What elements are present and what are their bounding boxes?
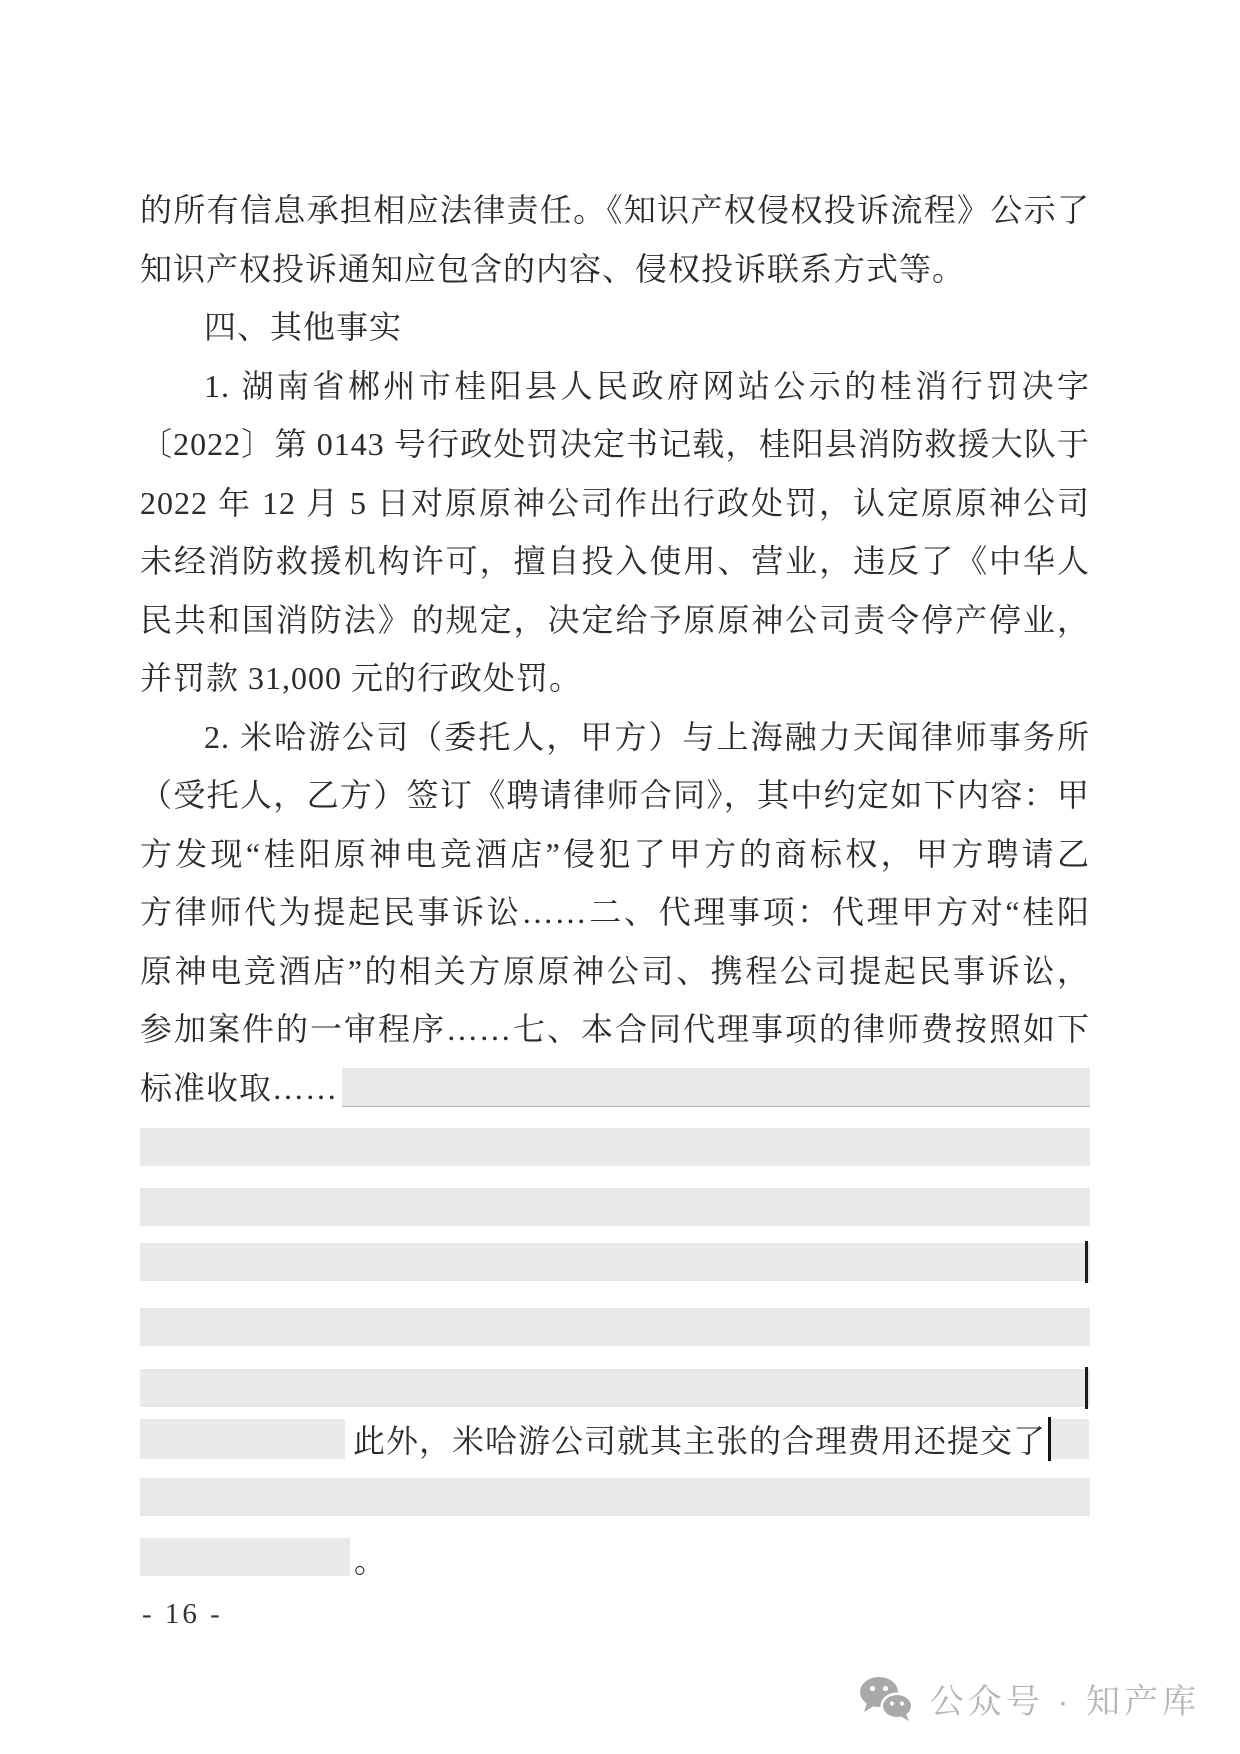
body-line: 2022 年 12 月 5 日对原原神公司作出行政处罚，认定原原神公司	[140, 484, 1090, 521]
closing-line	[140, 1536, 387, 1579]
body-line: 方发现“桂阳原神电竞酒店”侵犯了甲方的商标权，甲方聘请乙	[140, 835, 1090, 872]
watermark-text: 公众号 · 知产库	[929, 1683, 1200, 1721]
redaction-edge-mark	[1085, 1367, 1088, 1409]
section-heading: 四、其他事实	[204, 309, 403, 345]
page-number: - 16 -	[142, 1598, 223, 1630]
supplement-line	[140, 1416, 1130, 1462]
body-line: 民共和国消防法》的规定，决定给予原原神公司责令停产停业，	[140, 601, 1090, 638]
body-line: 并罚款 31,000 元的行政处罚。	[140, 660, 583, 696]
redaction-block	[140, 1419, 345, 1459]
closing-punctuation: 。	[354, 1543, 387, 1579]
body-line: 方律师代为提起民事诉讼……二、代理事项：代理甲方对“桂阳	[140, 894, 1090, 930]
body-line: 未经消防救援机构许可，擅自投入使用、营业，违反了《中华人	[140, 543, 1090, 579]
redaction-edge-mark	[1085, 1241, 1088, 1283]
redaction-block	[140, 1538, 350, 1576]
redaction-bar	[140, 1308, 1090, 1346]
redaction-bar	[140, 1128, 1090, 1166]
body-line: 参加案件的一审程序……七、本合同代理事项的律师费按照如下	[140, 1011, 1090, 1047]
body-line: 知识产权投诉通知应包含的内容、侵权投诉联系方式等。	[140, 250, 966, 287]
body-line: 的所有信息承担相应法律责任。《知识产权侵权投诉流程》公示了	[140, 192, 1090, 228]
redaction-bar	[140, 1369, 1090, 1407]
redacted-line-prefix: 标准收取……	[140, 1069, 339, 1106]
body-text	[140, 181, 1090, 1117]
redaction-block	[342, 1068, 1090, 1107]
body-line-redacted-tail	[140, 1059, 1090, 1118]
supplement-text: 此外，米哈游公司就其主张的合理费用还提交了	[353, 1423, 1047, 1459]
body-line: 原神电竞酒店”的相关方原原神公司、携程公司提起民事诉讼，	[140, 952, 1090, 989]
redaction-block	[1051, 1419, 1089, 1459]
body-line: 1. 湖南省郴州市桂阳县人民政府网站公示的桂消行罚决字	[204, 367, 1090, 404]
redaction-bar	[140, 1188, 1090, 1226]
redaction-bar	[140, 1243, 1090, 1281]
wechat-icon	[858, 1675, 914, 1723]
body-line: 〔2022〕第 0143 号行政处罚决定书记载，桂阳县消防救援大队于	[140, 426, 1090, 462]
watermark	[858, 1674, 1200, 1723]
body-line: （受托人，乙方）签订《聘请律师合同》，其中约定如下内容：甲	[140, 777, 1090, 813]
redaction-bar	[140, 1478, 1090, 1516]
body-line: 2. 米哈游公司（委托人，甲方）与上海融力天闻律师事务所	[204, 718, 1090, 755]
